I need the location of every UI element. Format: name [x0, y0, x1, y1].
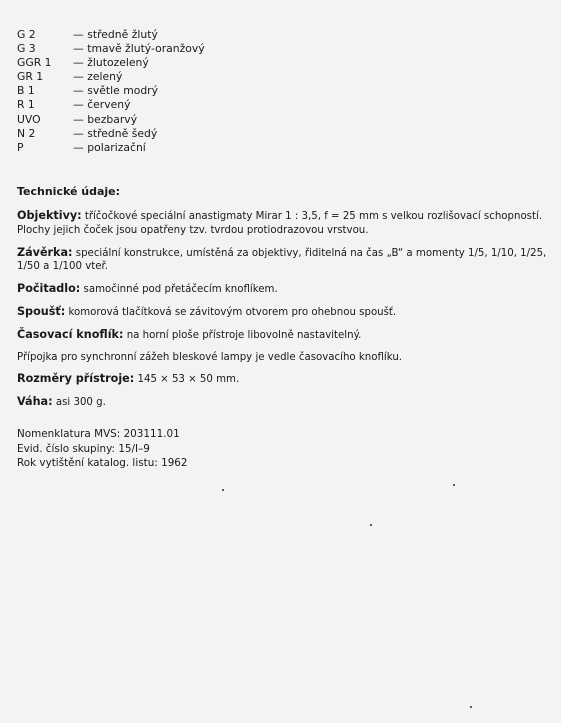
- filter-code: B 1: [17, 84, 35, 98]
- filter-code: N 2: [17, 126, 36, 140]
- filter-description: — světle modrý: [73, 84, 158, 98]
- spec-objektiv: [17, 209, 547, 238]
- filter-description: — zelený: [73, 70, 123, 84]
- spec-text: Přípojka pro synchronní zážeh bleskové lampy je vedle časovacího knoflíku.: [17, 351, 403, 363]
- list-item: [17, 70, 205, 84]
- list-item: [17, 127, 205, 141]
- spec-text: samočinné pod přetáčecím knoflíkem.: [83, 284, 278, 296]
- spec-label: Počitadlo:: [17, 282, 81, 296]
- filter-code: G 2: [17, 28, 36, 41]
- filter-description: — středně šedý: [73, 126, 158, 140]
- filter-description: — bezbarvý: [73, 112, 138, 126]
- filter-code: GGR 1: [17, 56, 52, 70]
- spec-text: asi 300 g.: [55, 397, 106, 409]
- spec-casovaci-knoflik: [17, 328, 547, 343]
- spec-text: na horní ploše přístroje libovolně nastavitelný.: [126, 329, 362, 341]
- filter-code: R 1: [17, 98, 35, 112]
- filter-description: — polarizační: [73, 140, 146, 154]
- spec-label: Objektivy:: [17, 209, 82, 222]
- spec-zaverka: [17, 246, 547, 275]
- spec-text: tříčočkové speciální anastigmaty Mirar 1 : 3,5, f = 25 mm s velkou rozlišovací schopností. Plochy jejich čoček jsou opatřeny tzv. tvrdou protiodrazovou vrstvou.: [17, 211, 543, 236]
- list-item: [17, 56, 205, 70]
- filter-description: — žlutozelený: [73, 56, 149, 70]
- spec-pocitadlo: [17, 282, 547, 297]
- spec-label: Závěrka:: [17, 245, 73, 259]
- group-number-line: Evid. číslo skupiny: 15/I–9: [17, 442, 150, 455]
- paper-speck: [222, 489, 224, 491]
- spec-spoust: [17, 305, 547, 320]
- section-heading: Technické údaje:: [17, 185, 121, 198]
- list-item: [17, 42, 205, 56]
- paper-speck: [470, 706, 472, 708]
- filter-description: — tmavě žlutý-oranžový: [73, 42, 205, 56]
- filter-code: UVO: [17, 112, 41, 126]
- filter-code: G 3: [17, 42, 36, 56]
- spec-text: 145 × 53 × 50 mm.: [137, 374, 240, 386]
- catalog-meta: [17, 427, 188, 471]
- spec-pripojka: [17, 351, 547, 365]
- filter-description: — středně žlutý: [73, 28, 158, 41]
- list-item: [17, 98, 205, 112]
- technical-specs: [17, 209, 547, 418]
- spec-label: Spoušť:: [17, 304, 66, 318]
- spec-label: Váha:: [17, 395, 53, 409]
- paper-speck: [453, 484, 455, 486]
- list-item: [17, 84, 205, 98]
- list-item: [17, 141, 205, 155]
- spec-text: komorová tlačítková se závitovým otvorem pro ohebnou spoušť.: [68, 306, 397, 318]
- filter-list: [17, 28, 205, 155]
- spec-rozmery: [17, 372, 547, 387]
- spec-vaha: [17, 395, 547, 410]
- filter-code: GR 1: [17, 70, 44, 84]
- nomenclature-line: Nomenklatura MVS: 203111.01: [17, 428, 180, 440]
- filter-description: — červený: [73, 98, 131, 112]
- spec-label: Časovací knoflík:: [17, 327, 124, 341]
- list-item: [17, 113, 205, 127]
- spec-label: Rozměry přístroje:: [17, 372, 135, 386]
- list-item: [17, 28, 205, 42]
- spec-text: speciální konstrukce, umístěná za objektivy, řiditelná na čas „B“ a momenty 1/5, 1/10, 1/25, 1/50 a 1/100 vteř.: [17, 247, 547, 273]
- paper-speck: [370, 524, 372, 526]
- print-year-line: Rok vytištění katalog. listu: 1962: [17, 457, 188, 470]
- filter-code: P: [17, 140, 24, 154]
